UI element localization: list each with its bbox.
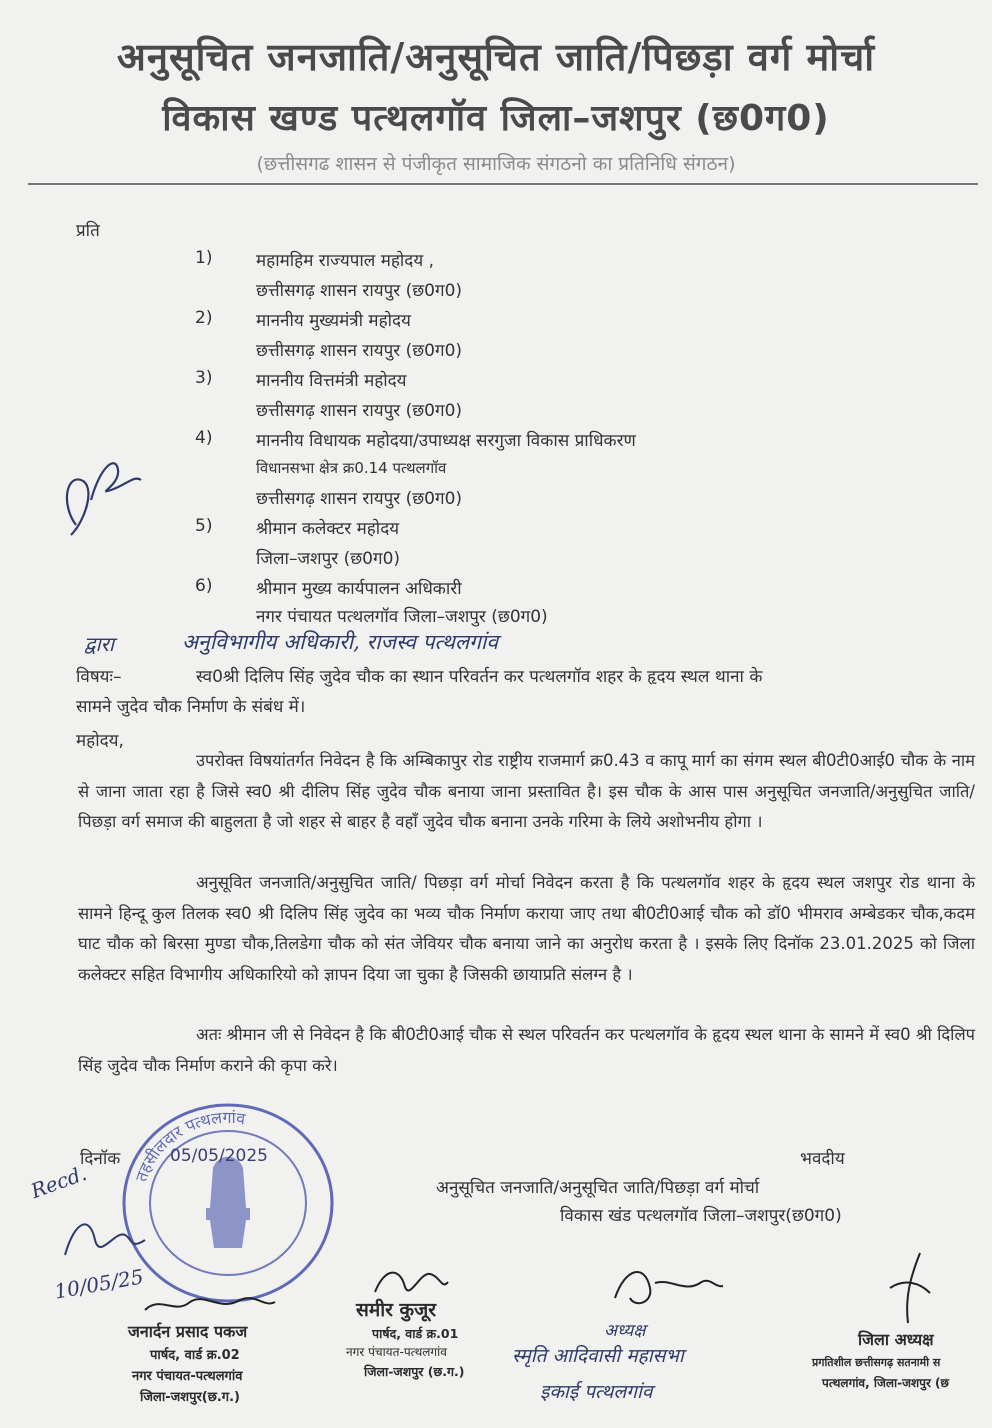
through-label: द्वारा — [84, 632, 115, 656]
signatory-line: जिला-जशपुर (छ.ग.) — [364, 1364, 465, 1379]
official-seal-stamp — [118, 1098, 338, 1308]
signatory-name: जिला अध्यक्ष — [858, 1330, 934, 1349]
body-paragraph: उपरोक्त विषयांतर्गत निवेदन है कि अम्बिकापुर रोड राष्ट्रीय राजमार्ग क्र0.43 व कापू मार्ग का संगम स्थल बी0टी0आई0 चौक के नाम से जाना जाता रहा है जिसे स्व0 श्री दीलिप सिंह जुदेव चौक बनाया जाना प्रस्तावित है। इस चौक के आस पास अनुसूचित जनजाति/अनुसुचित जाति/पिछड़ा वर्ग समाज की बाहुलता है जो शहर से बाहर है वहाँ जुदेव चौक बनाना उनके गरिमा के लिये अशोभनीय होगा । — [78, 751, 975, 831]
recipient-line: श्रीमान मुख्य कार्यपालन अधिकारी — [256, 579, 462, 599]
signatory-line: नगर पंचायत-पत्थलगांव — [346, 1345, 447, 1359]
closing-yours: भवदीय — [800, 1149, 845, 1169]
receiver-signature — [60, 1210, 150, 1265]
handwritten-org-unit: इकाई पत्थलगांव — [540, 1381, 653, 1403]
signature-1 — [140, 1290, 280, 1318]
date-label: दिनॉक — [80, 1149, 121, 1169]
signatory-line: जिला-जशपुर(छ.ग.) — [140, 1390, 240, 1405]
received-date: 10/05/25 — [52, 1264, 146, 1304]
date-value: 05/05/2025 — [170, 1146, 268, 1166]
body-paragraph: अनुसूवित जनजाति/अनुसुचित जाति/ पिछड़ा वर्ग मोर्चा निवेदन करता है कि पत्थलगॉव शहर के हृदय स्थल जशपुर रोड थाना के सामने हिन्दू कुल तिलक स्व0 श्री दिलिप सिंह जुदेव का भव्य चौक निर्माण कराया जाए तथा बी0टी0आई चौक को डॉ0 भीमराव अम्बेडकर चौक,कदम घाट चौक को बिरसा मुण्डा चौक,तिलडेगा चौक को संत जेवियर चौक बनाया जाने का अनुरोध करता है । इसके लिए दिनॉक 23.01.2025 को जिला कलेक्टर सहित विभागीय अधिकारियो को ज्ञापन दिया जा चुका है जिसकी छायाप्रति संलग्न है । — [78, 873, 976, 984]
through-text: अनुविभागीय अधिकारी, राजस्व पत्थलगांव — [182, 630, 499, 654]
signature-4 — [880, 1248, 940, 1328]
signature-3 — [605, 1258, 725, 1318]
recipient-line: छत्तीसगढ़ शासन रायपुर (छ0ग0) — [256, 401, 463, 421]
recipient-number: 6) — [195, 576, 213, 596]
stamp-text: तहसीलदार पत्थलगांव — [131, 1107, 247, 1184]
recipient-number: 3) — [195, 368, 213, 388]
subject-label: विषयः– — [76, 667, 122, 687]
signatory-line: पत्थलगांव, जिला-जशपुर (छ — [822, 1376, 949, 1390]
header-divider — [28, 183, 978, 185]
recipient-line: विधानसभा क्षेत्र क्र0.14 पत्थलगॉव — [256, 459, 447, 477]
header-org-location: विकास खण्ड पत्थलगॉव जिला–जशपुर (छ0ग0) — [162, 98, 830, 139]
recipient-number: 4) — [195, 428, 213, 448]
salutation: महोदय, — [76, 731, 124, 751]
recipient-line: छत्तीसगढ़ शासन रायपुर (छ0ग0) — [256, 341, 463, 361]
signatory-line: पार्षद, वार्ड क्र.01 — [372, 1326, 459, 1341]
signatory-name: समीर कुजूर — [356, 1299, 436, 1321]
handwritten-initials — [56, 445, 146, 545]
body-paragraph: अतः श्रीमान जी से निवेदन है कि बी0टी0आई चौक से स्थल परिवर्तन कर पत्थलगॉव के हृदय स्थल थाना के सामने में स्व0 श्री दिलिप सिंह जुदेव चौक निर्माण कराने की कृपा करे। — [78, 1025, 975, 1075]
handwritten-designation: अध्यक्ष — [604, 1321, 646, 1341]
recipient-line: छत्तीसगढ़ शासन रायपुर (छ0ग0) — [256, 281, 463, 301]
recipient-line: नगर पंचायत पत्थलगॉव जिला–जशपुर (छ0ग0) — [256, 607, 548, 627]
signatory-name: जनार्दन प्रसाद पकज — [128, 1322, 248, 1341]
recipient-line: माननीय विधायक महोदया/उपाध्यक्ष सरगुजा विकास प्राधिकरण — [256, 431, 636, 451]
recipient-line: माननीय मुख्यमंत्री महोदय — [256, 311, 411, 331]
signatory-line: पार्षद, वार्ड क्र.02 — [150, 1348, 240, 1363]
recipient-number: 5) — [195, 516, 213, 536]
recipient-line: महामहिम राज्यपाल महोदय , — [256, 251, 434, 271]
received-note: Recd. — [27, 1160, 90, 1204]
closing-org-location: विकास खंड पत्थलगॉव जिला–जशपुर(छ0ग0) — [560, 1206, 842, 1226]
subject-line: स्व0श्री दिलिप सिंह जुदेव चौक का स्थान परिवर्तन कर पत्थलगॉव शहर के हृदय स्थल थाना के — [196, 667, 763, 687]
recipient-number: 1) — [195, 248, 213, 268]
recipient-line: जिला–जशपुर (छ0ग0) — [256, 549, 401, 569]
subject-line: सामने जुदेव चौक निर्माण के संबंध में। — [76, 697, 306, 717]
to-label: प्रति — [76, 221, 100, 241]
header-org-name: अनुसूचित जनजाति/अनुसूचित जाति/पिछड़ा वर्ग मोर्चा — [116, 35, 876, 79]
signatory-line: नगर पंचायत-पत्थलगांव — [132, 1369, 243, 1384]
recipient-line: श्रीमान कलेक्टर महोदय — [256, 519, 400, 539]
recipient-line: माननीय वित्तमंत्री महोदय — [256, 371, 407, 391]
closing-org: अनुसूचित जनजाति/अनुसूचित जाति/पिछड़ा वर्ग मोर्चा — [436, 1178, 760, 1198]
recipient-number: 2) — [195, 308, 213, 328]
handwritten-org: स्मृति आदिवासी महासभा — [512, 1345, 684, 1367]
header-org-tagline: (छत्तीसगढ शासन से पंजीकृत सामाजिक संगठनो का प्रतिनिधि संगठन) — [256, 153, 736, 175]
recipient-line: छत्तीसगढ़ शासन रायपुर (छ0ग0) — [256, 489, 463, 509]
signatory-line: प्रगतिशील छत्तीसगढ़ सतनामी स — [812, 1356, 941, 1369]
